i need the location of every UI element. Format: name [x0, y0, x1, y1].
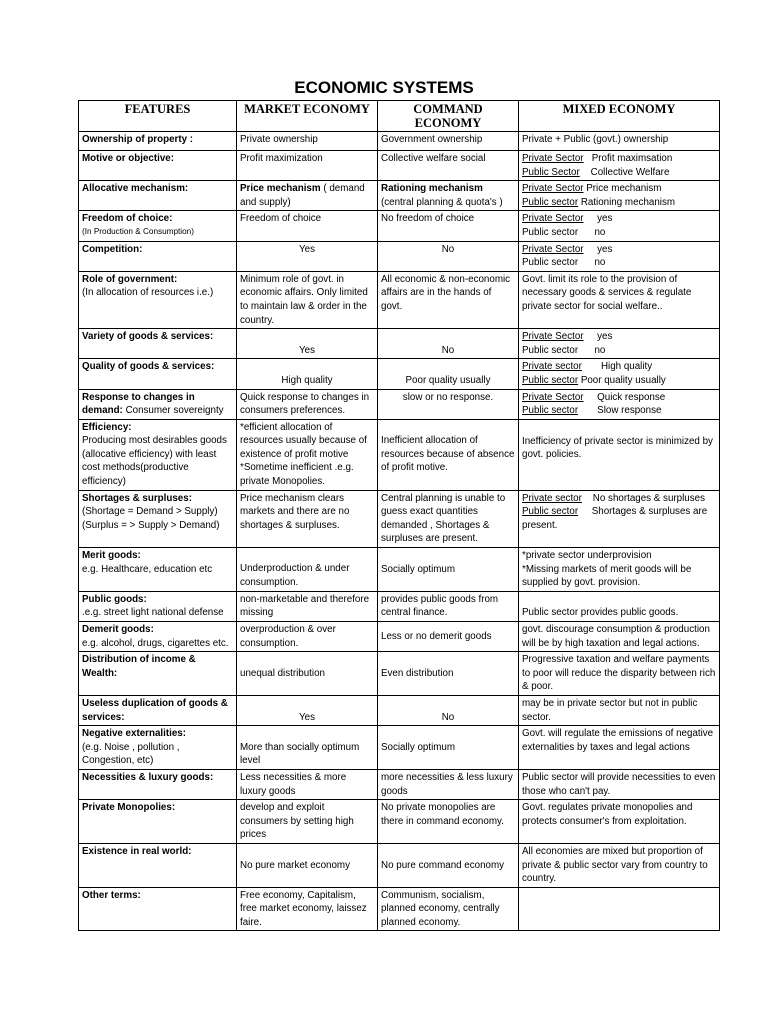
mixed-private-label: Private sector: [522, 492, 582, 504]
mixed-public-label: Public sector: [522, 196, 579, 208]
feature-label: Other terms:: [82, 889, 141, 901]
feature-cell: [79, 843, 237, 887]
mixed-line: *private sector underprovision: [522, 550, 652, 562]
feature-cell: [79, 271, 237, 328]
table-row: [79, 419, 720, 490]
market-cell: non-marketable and therefore missing: [237, 591, 378, 621]
command-cell: [378, 181, 519, 211]
table-row: [79, 695, 720, 725]
market-cell: Yes: [237, 695, 378, 725]
feature-sub: (In allocation of resources i.e.): [82, 287, 214, 299]
command-cell: Central planning is unable to guess exact quantities demanded , Shortages & surpluses are present.: [378, 490, 519, 547]
header-row: [79, 101, 720, 132]
market-cell: Quick response to changes in consumers preferences.: [237, 389, 378, 419]
mixed-public-value: no: [594, 257, 606, 269]
feature-label: Merit goods:: [82, 550, 141, 562]
economic-systems-table: [78, 100, 720, 931]
mixed-private-value: yes: [597, 243, 613, 255]
feature-cell: [79, 132, 237, 151]
mixed-cell: govt. discourage consumption & production will be by high taxation and legal actions.: [519, 622, 720, 652]
table-row: [79, 887, 720, 931]
mixed-cell: [519, 548, 720, 592]
feature-label: Efficiency:: [82, 421, 132, 433]
feature-label: Existence in real world:: [82, 845, 192, 857]
mixed-cell: [519, 329, 720, 359]
table-row: [79, 726, 720, 770]
mixed-private-value: High quality: [600, 361, 653, 373]
table-row: [79, 591, 720, 621]
header-mixed: MIXED ECONOMY: [519, 101, 720, 132]
market-cell: Profit maximization: [237, 151, 378, 181]
command-text: (central planning & quota's ): [381, 196, 503, 208]
mixed-private-label: Private Sector: [522, 391, 584, 403]
mixed-private-label: Private Sector: [522, 183, 584, 195]
command-cell: No: [378, 241, 519, 271]
feature-label: Necessities & luxury goods:: [82, 771, 214, 783]
feature-label: Variety of goods & services:: [82, 331, 214, 343]
feature-sub: Producing most desirables goods (allocative efficiency) with least cost methods(productive efficiency): [82, 435, 227, 488]
feature-sub: e.g. Healthcare, education etc: [82, 563, 213, 575]
table-row: [79, 769, 720, 799]
market-cell: Underproduction & under consumption.: [237, 548, 378, 592]
mixed-private-value: yes: [597, 213, 613, 225]
header-features: FEATURES: [79, 101, 237, 132]
mixed-cell: Govt. will regulate the emissions of negative externalities by taxes and legal actions: [519, 726, 720, 770]
feature-label: Distribution of income & Wealth:: [82, 654, 196, 679]
command-bold-text: Rationing mechanism: [381, 183, 483, 195]
mixed-cell: Progressive taxation and welfare payments to poor will reduce the disparity between rich & poor.: [519, 652, 720, 696]
command-cell: No: [378, 695, 519, 725]
mixed-public-value: Rationing mechanism: [578, 196, 676, 208]
mixed-cell: All economies are mixed but proportion of private & public sector vary from country to country.: [519, 843, 720, 887]
command-cell: Socially optimum: [378, 726, 519, 770]
mixed-cell: [519, 211, 720, 241]
market-cell: High quality: [237, 359, 378, 389]
feature-cell: [79, 800, 237, 844]
mixed-cell: [519, 389, 720, 419]
feature-label: Negative externalities:: [82, 728, 187, 740]
command-cell: Poor quality usually: [378, 359, 519, 389]
feature-cell: [79, 211, 237, 241]
table-row: [79, 241, 720, 271]
mixed-public-label: Public sector: [522, 226, 579, 238]
mixed-public-value: no: [594, 226, 606, 238]
mixed-cell: Public sector will provide necessities to even those who can't pay.: [519, 769, 720, 799]
market-cell: Private ownership: [237, 132, 378, 151]
feature-sub: (e.g. Noise , pollution , Congestion, etc): [82, 741, 180, 767]
command-cell: Inefficient allocation of resources because of absence of profit motive.: [378, 419, 519, 490]
feature-cell: [79, 695, 237, 725]
feature-cell: [79, 329, 237, 359]
feature-label: Role of government:: [82, 273, 178, 285]
command-cell: No private monopolies are there in command economy.: [378, 800, 519, 844]
table-row: [79, 490, 720, 547]
feature-sub: (Shortage = Demand > Supply) (Surplus = > Supply > Demand): [82, 506, 220, 531]
mixed-public-label: Public sector: [522, 257, 579, 269]
market-cell: Yes: [237, 241, 378, 271]
mixed-private-label: Private Sector: [522, 331, 584, 343]
command-cell: Socially optimum: [378, 548, 519, 592]
feature-sub: e.g. alcohol, drugs, cigarettes etc.: [82, 637, 229, 649]
mixed-private-value: Quick response: [597, 391, 666, 403]
table-row: [79, 271, 720, 328]
market-cell: Yes: [237, 329, 378, 359]
feature-cell: [79, 181, 237, 211]
feature-label: Demerit goods:: [82, 624, 154, 635]
market-cell: Freedom of choice: [237, 211, 378, 241]
mixed-public-label: Public sector: [522, 374, 579, 386]
table-row: [79, 151, 720, 181]
feature-cell: [79, 241, 237, 271]
mixed-public-value: Poor quality usually: [578, 374, 666, 386]
mixed-cell: [519, 887, 720, 931]
feature-cell: [79, 726, 237, 770]
mixed-cell: Govt. limit its role to the provision of necessary goods & services & regulate private sector for social welfare..: [519, 271, 720, 328]
command-cell: Government ownership: [378, 132, 519, 151]
feature-cell: [79, 548, 237, 592]
page-title: ECONOMIC SYSTEMS: [294, 78, 474, 97]
feature-label: Ownership of property :: [82, 134, 194, 145]
mixed-public-label: Public sector: [522, 344, 579, 356]
feature-label: Allocative mechanism:: [82, 183, 189, 195]
feature-sub: (In Production & Consumption): [82, 226, 194, 236]
market-text: ( demand and supply): [240, 183, 365, 208]
table-row: [79, 800, 720, 844]
table-row: [79, 389, 720, 419]
command-cell: All economic & non-economic affairs are in the hands of govt.: [378, 271, 519, 328]
table-row: [79, 132, 720, 151]
command-cell: No pure command economy: [378, 843, 519, 887]
mixed-private-label: Private Sector: [522, 243, 584, 255]
market-cell: unequal distribution: [237, 652, 378, 696]
mixed-public-value: Collective Welfare: [590, 166, 670, 178]
mixed-cell: [519, 490, 720, 547]
table-row: [79, 843, 720, 887]
feature-cell: [79, 151, 237, 181]
market-cell: Minimum role of govt. in economic affairs. Only limited to maintain law & order in the country.: [237, 271, 378, 328]
mixed-private-label: Private Sector: [522, 153, 584, 164]
table-row: [79, 329, 720, 359]
feature-label: Response to changes in demand:: [82, 391, 195, 417]
mixed-cell: [519, 181, 720, 211]
mixed-line: *Missing markets of merit goods will be supplied by govt. provision.: [522, 563, 692, 589]
feature-cell: [79, 652, 237, 696]
mixed-public-label: Public sector: [522, 405, 579, 417]
mixed-cell: Private + Public (govt.) ownership: [519, 132, 720, 151]
feature-cell: [79, 887, 237, 931]
command-cell: slow or no response.: [378, 389, 519, 419]
market-cell: Price mechanism clears markets and there are no shortages & surpluses.: [237, 490, 378, 547]
mixed-cell: Public sector provides public goods.: [519, 591, 720, 621]
feature-cell: [79, 591, 237, 621]
mixed-cell: Inefficiency of private sector is minimized by govt. policies.: [519, 419, 720, 490]
command-cell: Even distribution: [378, 652, 519, 696]
table-row: [79, 211, 720, 241]
feature-cell: [79, 359, 237, 389]
table-row: [79, 548, 720, 592]
mixed-private-label: Private Sector: [522, 213, 584, 225]
header-market: MARKET ECONOMY: [237, 101, 378, 132]
command-cell: No: [378, 329, 519, 359]
mixed-public-label: Public Sector: [522, 166, 580, 178]
feature-cell: [79, 622, 237, 652]
feature-label: Public goods:: [82, 593, 147, 605]
command-cell: Communism, socialism, planned economy, centrally planned economy.: [378, 887, 519, 931]
mixed-public-value: Slow response: [597, 405, 662, 417]
market-cell: [237, 181, 378, 211]
table-row: [79, 181, 720, 211]
market-cell: develop and exploit consumers by setting high prices: [237, 800, 378, 844]
command-cell: provides public goods from central finance.: [378, 591, 519, 621]
feature-cell: [79, 490, 237, 547]
market-cell: *efficient allocation of resources usually because of existence of profit motive *Sometime inefficient .e.g. private Monopolies.: [237, 419, 378, 490]
market-cell: No pure market economy: [237, 843, 378, 887]
market-cell: overproduction & over consumption.: [237, 622, 378, 652]
mixed-cell: [519, 151, 720, 181]
feature-label: Motive or objective:: [82, 153, 174, 164]
feature-cell: [79, 769, 237, 799]
feature-label: Private Monopolies:: [82, 802, 176, 814]
mixed-private-value: Profit maximsation: [591, 153, 673, 164]
feature-label: Competition:: [82, 243, 143, 255]
market-cell: Free economy, Capitalism, free market economy, laissez faire.: [237, 887, 378, 931]
market-cell: Less necessities & more luxury goods: [237, 769, 378, 799]
mixed-public-value: Shortages & surpluses are present.: [522, 506, 708, 531]
table-row: [79, 359, 720, 389]
feature-label: Shortages & surpluses:: [82, 492, 192, 504]
feature-label: Freedom of choice:: [82, 213, 173, 225]
mixed-cell: [519, 241, 720, 271]
mixed-public-label: Public sector: [522, 506, 579, 518]
mixed-public-value: no: [594, 344, 606, 356]
market-bold-text: Price mechanism: [240, 183, 321, 195]
table-row: [79, 652, 720, 696]
command-cell: more necessities & less luxury goods: [378, 769, 519, 799]
mixed-cell: [519, 359, 720, 389]
command-cell: Less or no demerit goods: [378, 622, 519, 652]
mixed-private-value: Price mechanism: [583, 183, 662, 195]
feature-cell: [79, 419, 237, 490]
mixed-private-value: yes: [597, 331, 613, 343]
header-command: COMMAND ECONOMY: [378, 101, 519, 132]
feature-label: Quality of goods & services:: [82, 361, 215, 373]
mixed-private-label: Private sector: [522, 361, 582, 373]
feature-sub: .e.g. street light national defense: [82, 607, 224, 619]
mixed-cell: Govt. regulates private monopolies and protects consumer's from exploitation.: [519, 800, 720, 844]
feature-label: Useless duplication of goods & services:: [82, 697, 228, 723]
market-cell: More than socially optimum level: [237, 726, 378, 770]
mixed-private-value: No shortages & surpluses: [592, 492, 705, 504]
mixed-cell: may be in private sector but not in public sector.: [519, 695, 720, 725]
table-row: [79, 622, 720, 652]
feature-sub: Consumer sovereignty: [125, 405, 224, 417]
command-cell: Collective welfare social: [378, 151, 519, 181]
feature-cell: [79, 389, 237, 419]
command-cell: No freedom of choice: [378, 211, 519, 241]
